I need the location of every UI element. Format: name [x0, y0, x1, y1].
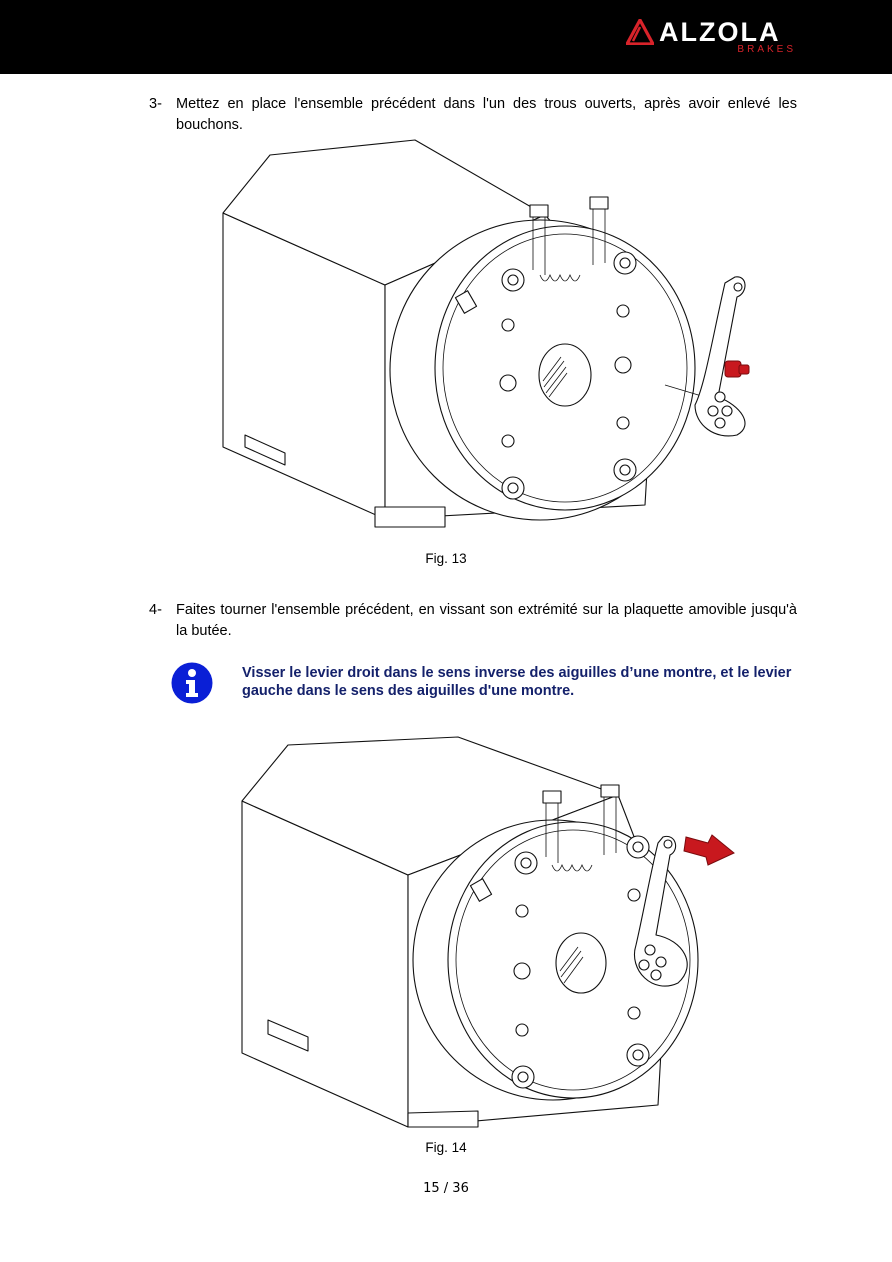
figure-13-illustration — [215, 135, 785, 547]
housing-foot — [375, 507, 445, 527]
brand-subtitle: BRAKES — [737, 44, 796, 55]
red-plug-icon — [725, 361, 749, 377]
figure-14-caption: Fig. 14 — [425, 1140, 467, 1155]
housing-foot — [408, 1111, 478, 1127]
info-icon — [171, 662, 213, 704]
red-arrow-icon — [684, 835, 734, 865]
step-number: 3- — [149, 96, 162, 112]
figure-14-illustration — [238, 735, 788, 1135]
note-text: Visser le levier droit dans le sens inverse des aiguilles d’une montre, et le levier gauche dans le sens des aiguilles d'une montre. — [242, 665, 792, 699]
lever-hole — [734, 283, 742, 291]
step-number: 4- — [149, 602, 162, 618]
brand-logo — [626, 15, 802, 59]
brand-name: ALZOLA — [659, 17, 781, 47]
lever-arm — [695, 277, 745, 436]
page-header — [0, 0, 892, 74]
step-3 — [149, 94, 797, 136]
step-4 — [149, 600, 797, 642]
figure-13-caption: Fig. 13 — [425, 551, 467, 566]
step-text: Faites tourner l'ensemble précédent, en vissant son extrémité sur la plaquette amovible jusqu'à la butée. — [176, 602, 797, 639]
step-text: Mettez en place l'ensemble précédent dans l'un des trous ouverts, après avoir enlevé les bouchons. — [176, 96, 797, 133]
lever-hole — [664, 840, 672, 848]
page-number: 15 / 36 — [423, 1181, 469, 1196]
center-bore — [556, 933, 606, 993]
logo-triangle-icon — [626, 19, 654, 45]
